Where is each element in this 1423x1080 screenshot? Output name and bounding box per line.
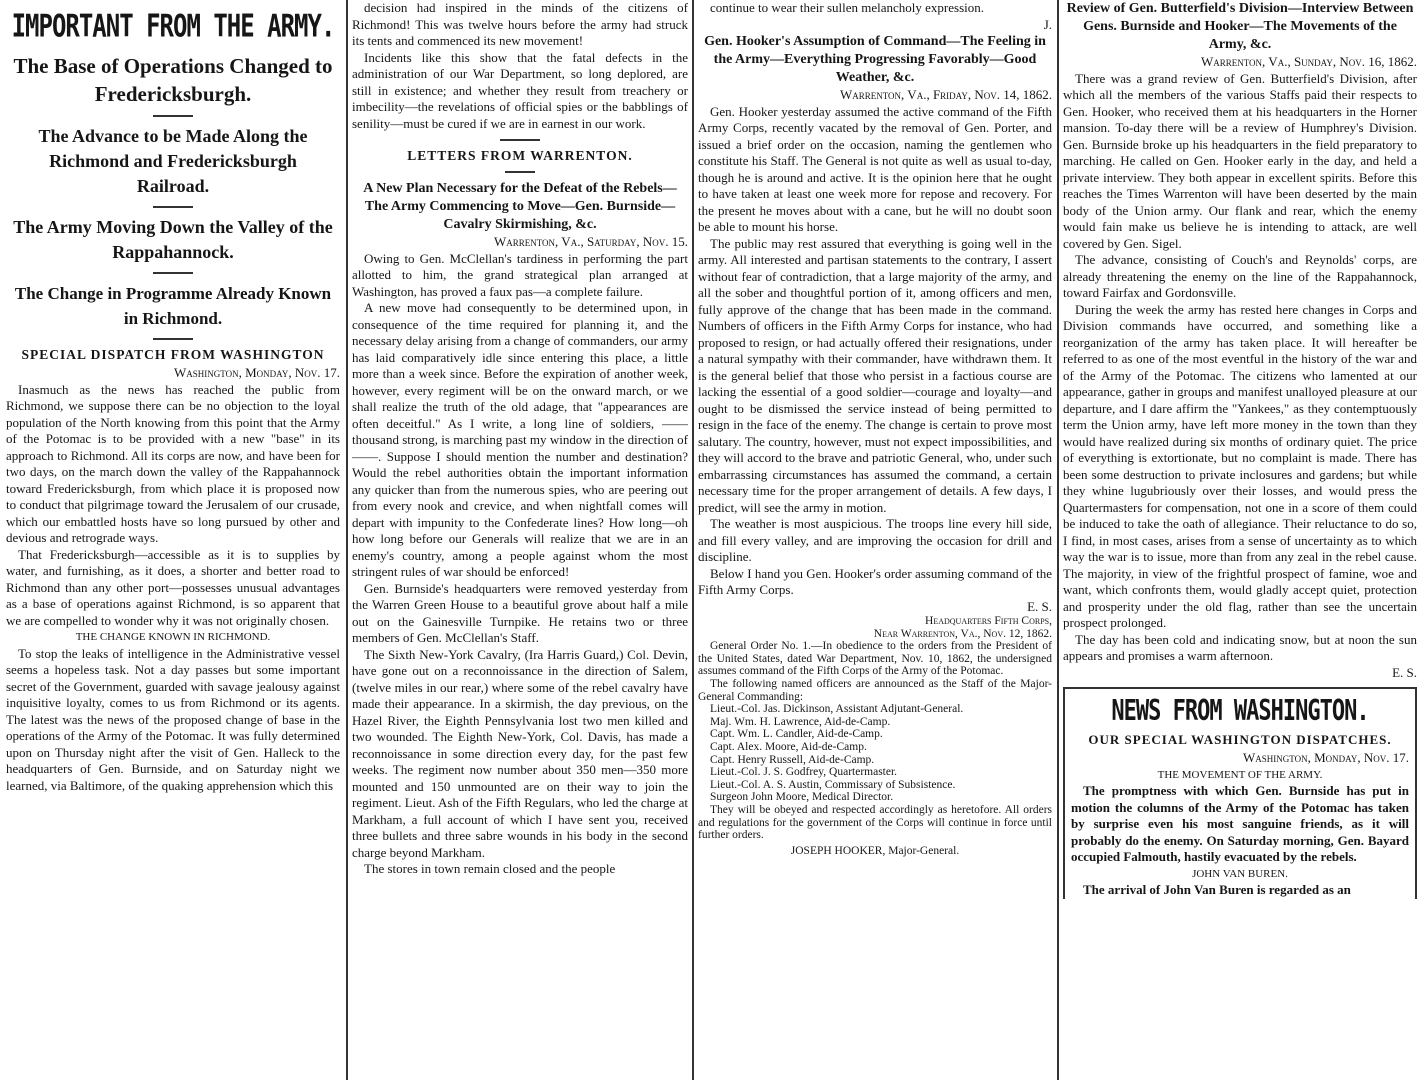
paragraph: The Sixth New-York Cavalry, (Ira Harris Guard,) Col. Devin, have gone out on a reconnoissance in the direction of Salem, (twelve miles in our rear,) where some of the rebel cavalry have made their appearance. In a skirmish, the day previous, on the Hazel River, the Eighth Pennsylvania lost two men killed and two wounded. The Eighth New-York, Col. Davis, has made a reconnoissance in some direction every day, for the past few weeks. The regiment now number about 350 men—350 more mounted and 150 unmounted are on their way to join the regiment. Lieut. Ash of the Fifth Regulars, who led the charge at Markham, a full account of which I have sent you, received three bullets and three sabre wounds in his body in the second charge beyond Markham. (352, 646, 688, 860)
signature: E. S. (1027, 598, 1052, 614)
section-title: OUR SPECIAL WASHINGTON DISPATCHES. (1088, 732, 1392, 747)
column-3 (698, 0, 1052, 857)
divider (153, 206, 193, 208)
section-title: LETTERS FROM WARRENTON. (407, 148, 633, 163)
paragraph: That Fredericksburgh—accessible as it is to supplies by water, and furnishing, as it does, a shorter and better road to Richmond than any other port—possesses unusual advantages as a base of operations against Richmond, is so apparent that we are compelled to wonder why it was not originally chosen. (6, 546, 340, 628)
order-text: Lieut.-Col. Jas. Dickinson, Assistant Adjutant-General. (710, 703, 964, 716)
subhead: JOHN VAN BUREN. (1192, 867, 1288, 880)
order-text: Surgeon John Moore, Medical Director. (710, 791, 894, 804)
paragraph: The day has been cold and indicating snow, but at noon the sun appears and promises a warm afternoon. (1063, 631, 1417, 663)
paragraph: There was a grand review of Gen. Butterfield's Division, after which all the members of the various Staffs paid their respects to Gen. Hooker, who received them at his headquarters in the Horner mansion. To-day there will be a review of Humphrey's Division. Gen. Burnside broke up his headquarters in the field preparatory to marching. He called on Gen. Hooker early in the day, and held a private interview. They both appear in excellent spirits. Before this reaches the Times Warrenton will have been deserted by the main body of the Union army. Our flank and rear, which the enemy would fain make us believe he is intending to attack, are well covered by Gen. Sigel. (1063, 70, 1417, 251)
dateline: Washington, Monday, Nov. 17. (1243, 750, 1409, 765)
paragraph: The arrival of John Van Buren is regarded as an (1083, 882, 1351, 897)
subhead: THE CHANGE KNOWN IN RICHMOND. (75, 631, 271, 643)
order-text: Capt. Wm. L. Candler, Aid-de-Camp. (710, 728, 883, 741)
column-rule (1057, 0, 1059, 1080)
paragraph: The weather is most auspicious. The troops line every hill side, and fill every valley, and are improving the occasion for drill and discipline. (698, 516, 1052, 564)
paragraph: A new move had consequently to be determined upon, in consequence of the time required for planning it, and the necessary delay arising from a change of commanders, our army has laid comparatively idle since entering this place, a little more than a week since. Before the expiration of another week, however, every regiment will be on the onward march, or we shall realize the truth of the old adage, that "appearances are often deceitful." As I write, a long line of soldiers, —— thousand strong, is marching past my window in the direction of ——. Suppose I should mention the number and destination? Would the rebel authorities obtain the important information any quicker than from the numerous spies, who are peering out from every nook and crevice, and when nightfall comes will depart with impunity to the Confederate lines? How long—oh how long before our Generals will realize that we are in an enemy's country, among a people against whom the most stringent rules of war should be enforced! (352, 300, 688, 579)
news-from-washington-box (1063, 687, 1417, 899)
column-rule (346, 0, 348, 1080)
paragraph: Owing to Gen. McClellan's tardiness in performing the part allotted to him, the grand strategical plan arranged at Washington, has proved a faux pas—a complete failure. (352, 250, 688, 299)
paragraph: The promptness with which Gen. Burnside has put in motion the columns of the Army of the Potomac has taken by surprise even his most sanguine friends, as it will probably do the enemy. On Saturday morning, Gen. Bayard occupied Falmouth, hastily evacuated by the rebels. (1071, 783, 1409, 864)
paragraph: decision had inspired in the minds of the citizens of Richmond! This was twelve hours before the army had struck its tents and commenced its new movement! (352, 0, 688, 48)
divider (500, 139, 540, 141)
divider (153, 115, 193, 117)
order-text: Capt. Henry Russell, Aid-de-Camp. (710, 753, 875, 766)
order-text: Capt. Alex. Moore, Aid-de-Camp. (710, 740, 867, 753)
paragraph: The advance, consisting of Couch's and Reynolds' corps, are already threatening the enemy on the line of the Rappahannock, toward Fairfax and Gordonsville. (1063, 252, 1417, 300)
paragraph: Incidents like this show that the fatal defects in the administration of our War Department, so long deplored, are still in existence; and whether they result from treachery or imbecility—the revelations of official spies or the babblings of senility—must be cured if we are in earnest in our work. (352, 49, 688, 131)
paragraph: The stores in town remain closed and the people (364, 861, 616, 876)
order-text: They will be obeyed and respected accordingly as heretofore. All orders and regulations for the government of the Corps will continue in force until further orders. (698, 803, 1052, 842)
order-text: The following named officers are announced as the Staff of the Major-General Commanding: (698, 677, 1052, 703)
paragraph: Below I hand you Gen. Hooker's order assuming command of the Fifth Army Corps. (698, 565, 1052, 597)
dateline: Warrenton, Va., Sunday, Nov. 16, 1862. (1200, 54, 1417, 69)
paragraph: Gen. Hooker yesterday assumed the active command of the Fifth Army Corps, recently vacated by the removal of Gen. Porter, and issued a brief order on the occasion, naming the gentlemen who constitute his Staff. The General is not quite as well as usual to-day, though he is around and active. It is the opinion here that he ought to have taken at least one week more for repose and recovery. For the present he moves about with a cane, but he will no doubt soon be able to mount his horse. (698, 103, 1052, 234)
section-title: SPECIAL DISPATCH FROM WASHINGTON (21, 347, 325, 362)
order-text: Lieut.-Col. A. S. Austin, Commissary of Subsistence. (710, 778, 956, 791)
headline: The Change in Programme Already Known in Richmond. (14, 284, 332, 328)
column-2 (352, 0, 688, 878)
paragraph: Gen. Burnside's headquarters were removed yesterday from the Warren Green House to a beautiful grove about half a mile out on the Gainesville Turnpike. He retains two or three members of Gen. McClellan's Staff. (352, 580, 688, 645)
subhead: THE MOVEMENT OF THE ARMY. (1157, 768, 1323, 781)
signature: E. S. (1392, 664, 1417, 680)
dateline: Warrenton, Va., Saturday, Nov. 15. (493, 234, 688, 249)
divider (153, 272, 193, 274)
column-1 (6, 0, 340, 794)
paragraph: The public may rest assured that everything is going well in the army. All interested and partisan statements to the contrary, I assert without fear of contradiction, that a large majority of the army, and all the sober and thoughtful portion of it, among officers and men, fully approve of the change that has been made in the command. Numbers of officers in the Fifth Army Corps for instance, who had proposed to resign, or had actually offered their resignations, under a natural sympathy with their commander, have withdrawn them. It is the general belief that those who persist in a factious course are lacking the essential of a good soldier—courage and loyalty—and ought to be dismissed the service instead of being permitted to resign in the face of the enemy. The change is certain to prove most salutary. The country, however, must not expect impossibilities, and they will accord to the brave and patriotic General, who, under such embarrassing circumstances has assumed the command, a certain necessary time for the proper arrangement of details. A few days, I predict, will see the army in motion. (698, 235, 1052, 515)
paragraph: During the week the army has rested here changes in Corps and Division commands have occurred, and something like a reorganization of the army has taken place. It will hereafter be referred to as one of the most eventful in the history of the war and of the Army of the Potomac. The citizens who lamented at our appearance, gather in groups and manifest unalloyed pleasure at our departure, and I dare affirm the "Yankees," as they contemptuously term the Union army, have left more money in the town than they would have realized during six months of ordinary quiet. The price of everything is extortionate, but no complaint is made. There has been some destruction to private inclosures and gardens; but while they whine lugubriously over their losses, and would press the Quartermasters for compensation, not one in a score of them could be induced to take the oath of allegiance. Their reluctance to do so, I find, in most cases, arises from a sense of uncertainty as to which way the war is to issue, more than from any zeal in the rebel cause. The majority, in view of the frightful prospect of famine, woe and want, which confronts them, would gladly accept quiet, protection and prosperity under the old flag, rather than see the uncertain prospect prolonged. (1063, 301, 1417, 630)
dateline: Warrenton, Va., Friday, Nov. 14, 1862. (839, 87, 1052, 102)
paragraph: continue to wear their sullen melancholy expression. (710, 0, 985, 15)
headline: The Army Moving Down the Valley of the Rappahannock. (13, 217, 333, 262)
order-text: General Order No. 1.—In obedience to the orders from the President of the United States, dated War Department, Nov. 10, 1862, the undersigned assumes command of the Fifth Corps of the Army of the Potomac. (698, 640, 1052, 678)
signature: J. (1043, 16, 1052, 32)
divider (505, 171, 535, 173)
order-heading: Near Warrenton, Va., Nov. 12, 1862. (873, 627, 1052, 640)
order-signature: JOSEPH HOOKER, Major-General. (790, 844, 960, 857)
column-4 (1063, 0, 1417, 899)
dispatch-headline: Review of Gen. Butterfield's Division—Interview Between Gens. Burnside and Hooker—The Movements of the Army, &c. (1066, 1, 1414, 52)
dispatch-headline: A New Plan Necessary for the Defeat of the Rebels—The Army Commencing to Move—Gen. Burnside—Cavalry Skirmishing, &c. (363, 181, 677, 232)
divider (153, 338, 193, 340)
general-order (698, 615, 1052, 857)
dispatch-headline: Gen. Hooker's Assumption of Command—The Feeling in the Army—Everything Progressing Favorably—Good Weather, &c. (704, 34, 1046, 85)
banner-headline: NEWS FROM WASHINGTON. (1111, 695, 1369, 728)
paragraph: To stop the leaks of intelligence in the Administrative vessel seems a hopeless task. Not a day passes but some important secret of the Government, guarded with savage jealousy against inquisitive loyalty, comes to us from Richmond or its agents. The latest was the news of the proposed change of base in the operations of the Army of the Potomac. It was fully determined upon on Thursday night after the visit of Gen. Halleck to the headquarters of Gen. Burnside, and on Saturday night we learned, via Baltimore, of the quaking apprehension which this (6, 645, 340, 793)
headline: The Advance to be Made Along the Richmond and Fredericksburgh Railroad. (38, 126, 308, 196)
order-heading: Headquarters Fifth Corps, (925, 615, 1052, 627)
headline: The Base of Operations Changed to Fredericksburgh. (13, 54, 333, 106)
dateline: Washington, Monday, Nov. 17. (174, 365, 340, 380)
paragraph: Inasmuch as the news has reached the public from Richmond, we suppose there can be no objection to the loyal population of the North knowing from this point that the Army of the Potomac is to be provided with a new "base" in its approach to Richmond. All its corps are now, and have been for two days, on the march down the valley of the Rappahannock toward Fredericksburgh, from which place it is proposed now to conduct that pilgrimage toward the Jerusalem of our crusade, which our embattled hosts have so long pursued by other and devious and retrograde ways. (6, 381, 340, 545)
order-text: Lieut.-Col. J. S. Godfrey, Quartermaster. (710, 766, 898, 779)
order-text: Maj. Wm. H. Lawrence, Aid-de-Camp. (710, 715, 891, 728)
column-rule (692, 0, 694, 1080)
banner-headline: IMPORTANT FROM THE ARMY. (11, 7, 335, 45)
